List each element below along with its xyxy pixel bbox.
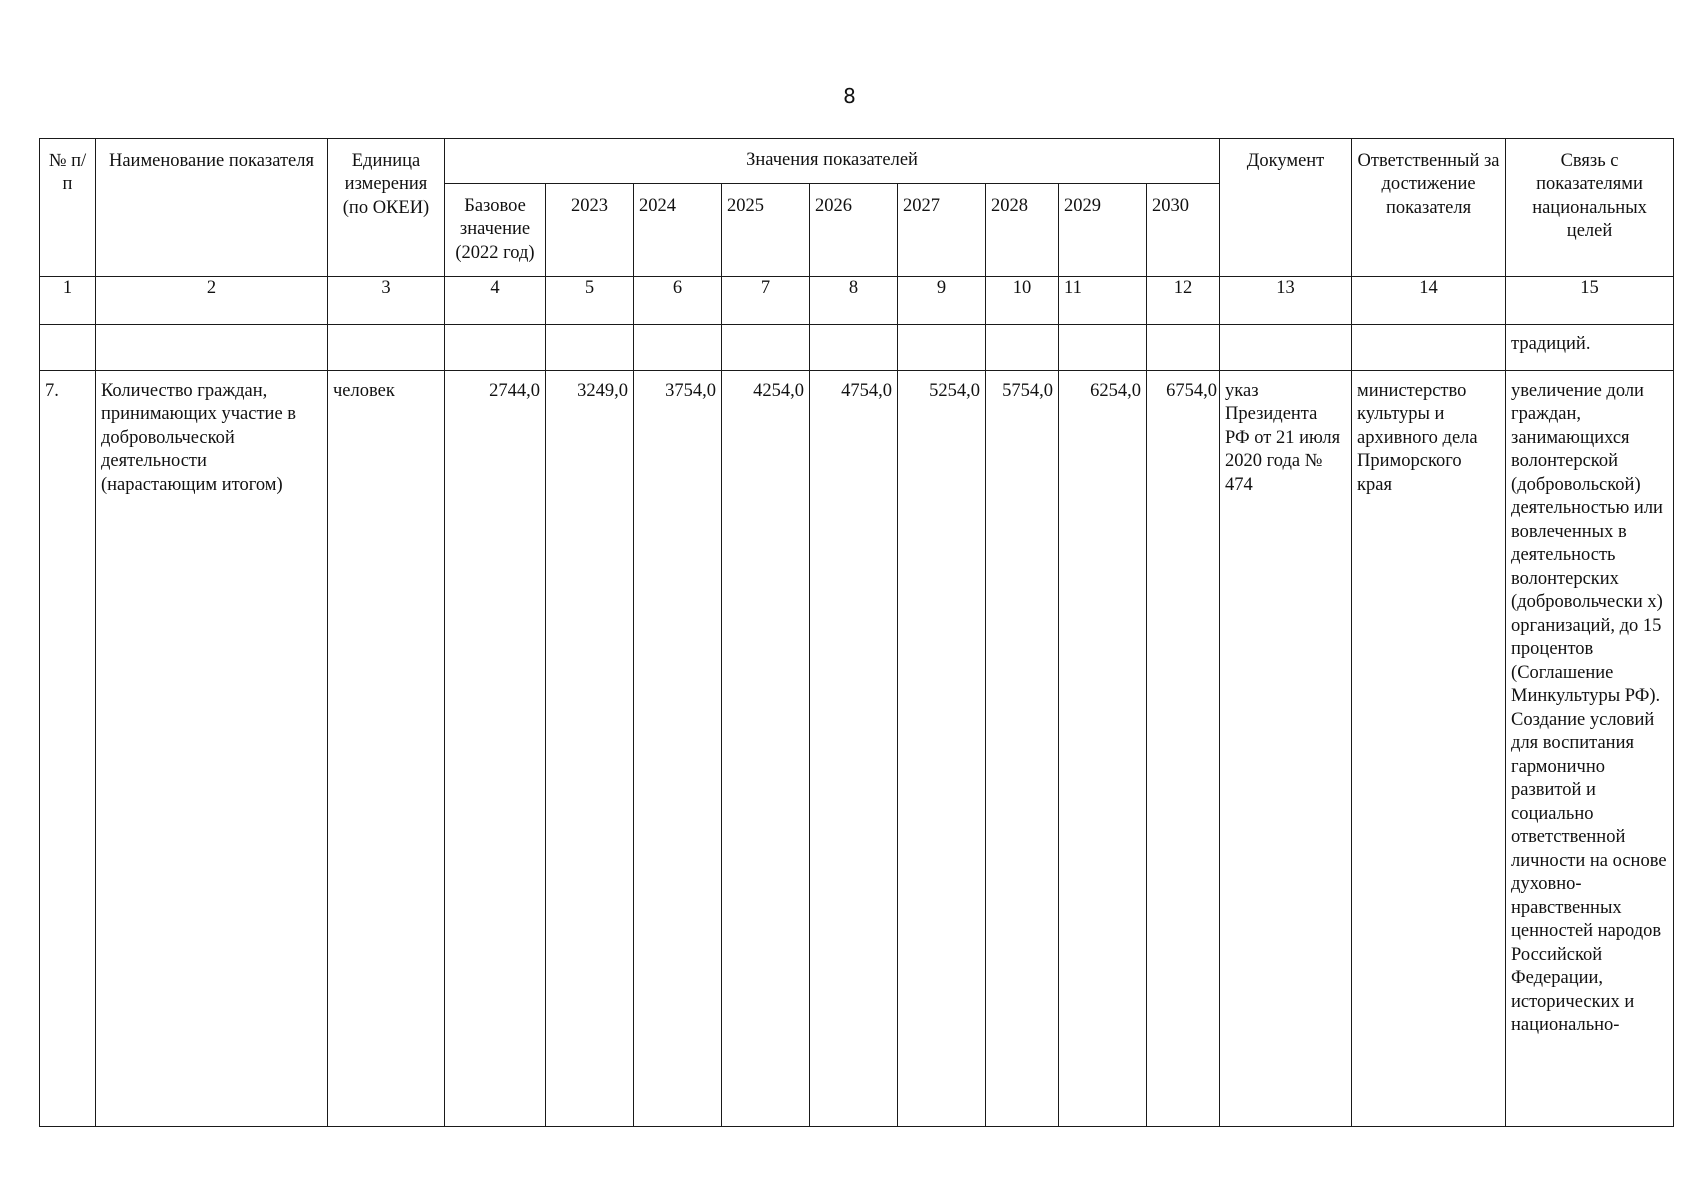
page-number: 8 [843, 84, 856, 108]
column-number: 13 [1220, 277, 1352, 325]
header-name: Наименование показателя [96, 139, 328, 277]
continuation-text: традиций. [1506, 325, 1674, 371]
empty-cell [1147, 325, 1220, 371]
header-year-2027: 2027 [898, 184, 986, 277]
continuation-row [40, 325, 1674, 371]
value-2023: 3249,0 [546, 371, 634, 1127]
national-goals-link: увеличение доли граждан, занимающихся волонтерской (добровольской) деятельностью или вовлеченных в деятельность волонтерских (добровольчески х) организаций, до 15 процентов (Соглашение Минкультуры РФ). Создание условий для воспитания гармонично развитой и социально ответственной личности на основе духовно-нравственных ценностей народов Российской Федерации, исторических и национально- [1506, 371, 1674, 1127]
column-number: 5 [546, 277, 634, 325]
empty-cell [96, 325, 328, 371]
header-base-value: Базовое значение (2022 год) [445, 184, 546, 277]
header-year-2026: 2026 [810, 184, 898, 277]
value-2029: 6254,0 [1059, 371, 1147, 1127]
base-value: 2744,0 [445, 371, 546, 1127]
column-number: 9 [898, 277, 986, 325]
header-number: № п/п [40, 139, 96, 277]
empty-cell [546, 325, 634, 371]
empty-cell [328, 325, 445, 371]
header-responsible: Ответственный за достижение показателя [1352, 139, 1506, 277]
empty-cell [898, 325, 986, 371]
column-number: 3 [328, 277, 445, 325]
indicator-name: Количество граждан, принимающих участие в добровольческой деятельности (нарастающим итогом) [96, 371, 328, 1127]
column-number: 8 [810, 277, 898, 325]
indicator-row-7 [40, 371, 1674, 1127]
column-number: 11 [1059, 277, 1147, 325]
column-numbers-row [40, 277, 1674, 325]
column-number: 10 [986, 277, 1059, 325]
header-row-1 [40, 139, 1674, 184]
value-2028: 5754,0 [986, 371, 1059, 1127]
indicator-unit: человек [328, 371, 445, 1127]
column-number: 15 [1506, 277, 1674, 325]
document: указ Президента РФ от 21 июля 2020 года № 474 [1220, 371, 1352, 1127]
header-year-2025: 2025 [722, 184, 810, 277]
value-2024: 3754,0 [634, 371, 722, 1127]
header-document: Документ [1220, 139, 1352, 277]
value-2025: 4254,0 [722, 371, 810, 1127]
column-number: 14 [1352, 277, 1506, 325]
indicators-table [39, 138, 1674, 1127]
column-number: 6 [634, 277, 722, 325]
column-number: 1 [40, 277, 96, 325]
value-2030: 6754,0 [1147, 371, 1220, 1127]
empty-cell [986, 325, 1059, 371]
empty-cell [1059, 325, 1147, 371]
empty-cell [810, 325, 898, 371]
header-link: Связь с показателями национальных целей [1506, 139, 1674, 277]
empty-cell [445, 325, 546, 371]
column-number: 7 [722, 277, 810, 325]
empty-cell [634, 325, 722, 371]
responsible: министерство культуры и архивного дела Приморского края [1352, 371, 1506, 1127]
column-number: 4 [445, 277, 546, 325]
empty-cell [1220, 325, 1352, 371]
value-2027: 5254,0 [898, 371, 986, 1127]
header-year-2030: 2030 [1147, 184, 1220, 277]
value-2026: 4754,0 [810, 371, 898, 1127]
header-year-2024: 2024 [634, 184, 722, 277]
empty-cell [40, 325, 96, 371]
column-number: 2 [96, 277, 328, 325]
header-year-2028: 2028 [986, 184, 1059, 277]
header-year-2029: 2029 [1059, 184, 1147, 277]
empty-cell [1352, 325, 1506, 371]
empty-cell [722, 325, 810, 371]
row-number: 7. [40, 371, 96, 1127]
header-unit: Единица измерения (по ОКЕИ) [328, 139, 445, 277]
column-number: 12 [1147, 277, 1220, 325]
header-year-2023: 2023 [546, 184, 634, 277]
header-values-group: Значения показателей [445, 139, 1220, 184]
